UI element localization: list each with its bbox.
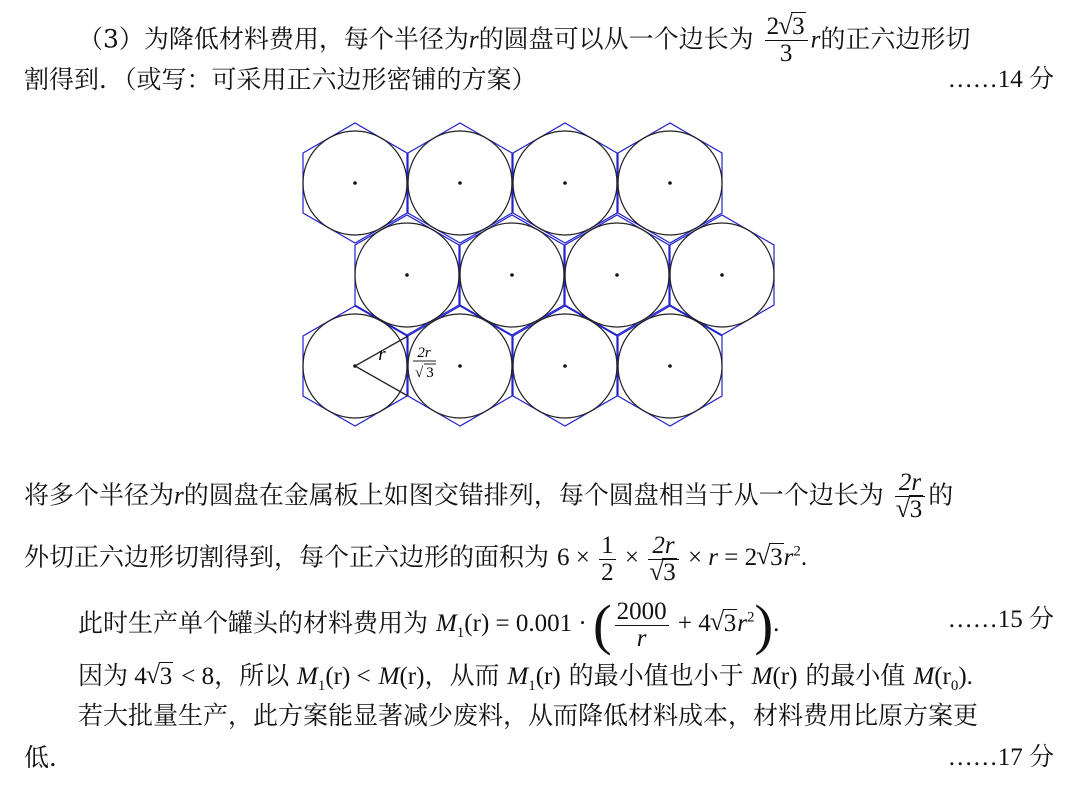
para4-line: 因为 4√ 3 < 8，所以 $M_1(r) < M(r)$，从而 $M_1(r)$ 的最小值也小于 M(r) 的最小值 $M(r_0)$. bbox=[78, 656, 1080, 706]
circumradius-line bbox=[355, 366, 408, 396]
para5-line1: 若大批量生产，此方案能显著减少废料，从而降低材料成本，材料费用比原方案更 bbox=[78, 701, 979, 730]
center-dot-r1-c0 bbox=[405, 273, 409, 277]
center-dot-r2-c3 bbox=[668, 364, 672, 368]
center-dot-r0-c1 bbox=[458, 181, 462, 185]
center-dot-r2-c2 bbox=[563, 364, 567, 368]
para5-line2: 低． bbox=[24, 743, 75, 772]
para3-line: 此时生产单个罐头的材料费用为 $M_1(r) = 0.001$ · ( $\frac{2000}{r}$ + 4√ $3r^2$). bbox=[78, 598, 1080, 653]
score-17: ……17 分 bbox=[947, 744, 1054, 771]
cost-formula: $M_1(r) = 0.001$ · ( $\frac{2000}{r}$ + 4√ $3r^2$). bbox=[436, 610, 779, 637]
center-dot-r2-c1 bbox=[458, 364, 462, 368]
center-dot-r1-c2 bbox=[615, 273, 619, 277]
label-2r: 2r bbox=[417, 345, 431, 361]
para2-line2: 外切正六边形切割得到，每个正六边形的面积为 6 × $\frac{1}{2}$ × 2r √ 3 × r = 2√ $3r^2$. bbox=[24, 532, 1080, 586]
area-formula: 6 × $\frac{1}{2}$ × 2r √ 3 × r = 2√ $3r^2$. bbox=[557, 544, 807, 571]
label-sqrt3: 3 bbox=[426, 365, 434, 381]
para1-line2: 割得到．（或写：可采用正六边形密铺的方案） bbox=[24, 65, 537, 94]
tiling-group bbox=[303, 123, 774, 426]
para1-line1: （3）为降低材料费用，每个半径为r的圆盘可以从一个边长为 $\frac{2√ 3}{3}$ r的正六边形切 bbox=[78, 14, 1080, 68]
center-dot-r0-c3 bbox=[668, 181, 672, 185]
score-14: ……14 分 bbox=[947, 66, 1054, 93]
label-r: r bbox=[378, 344, 386, 365]
radius-annotation bbox=[355, 336, 436, 396]
center-dot-r0-c0 bbox=[353, 181, 357, 185]
score-15: ……15 分 bbox=[947, 606, 1054, 633]
label-sqrt-sign: √ bbox=[415, 365, 424, 381]
center-dot-r1-c3 bbox=[720, 273, 724, 277]
center-dot-r1-c1 bbox=[510, 273, 514, 277]
center-dot-r0-c2 bbox=[563, 181, 567, 185]
para2-line1: 将多个半径为r的圆盘在金属板上如图交错排列，每个圆盘相当于从一个边长为 2r √ 3 的 bbox=[24, 470, 1080, 524]
side-length-fraction: $\frac{2√ 3}{3}$ bbox=[765, 14, 808, 68]
circumradius-fraction: 2r √ 3 bbox=[895, 470, 926, 524]
